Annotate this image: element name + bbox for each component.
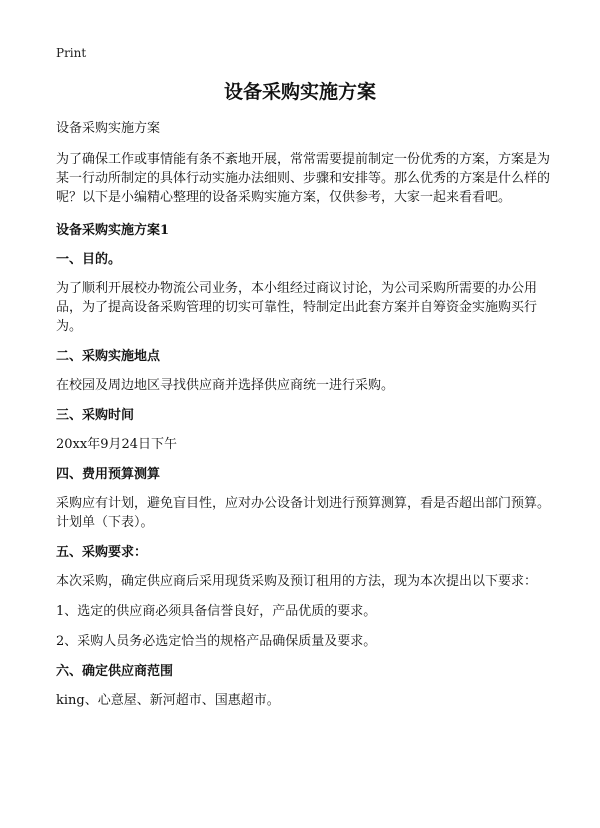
section-heading-purpose: 一、目的。 [56,252,122,267]
section-body-suppliers: king、心意屋、新河超市、国惠超市。 [56,693,280,708]
section-body-time: 20xx年9月24日下午 [56,437,178,452]
print-link[interactable]: Print [56,46,87,60]
document-subtitle: 设备采购实施方案 [56,121,161,136]
section-body-purpose: 为了顺利开展校办物流公司业务，本小组经过商议讨论，为公司采购所需要的办公用品，为了提高设备采购管理的切实可靠性，特制定出此套方案并自筹资金实施购买行为。 [56,281,538,334]
section-heading-suppliers: 六、确定供应商范围 [56,664,174,679]
requirement-item: 1、选定的供应商必须具备信誉良好，产品优质的要求。 [56,604,377,619]
section-heading-location: 二、采购实施地点 [56,349,161,364]
section-body-budget: 采购应有计划，避免盲目性，应对办公设备计划进行预算测算，看是否超出部门预算。计划单（下表）。 [56,496,551,530]
section-heading-time: 三、采购时间 [56,408,135,423]
section-body-requirements: 本次采购，确定供应商后采用现货采购及预订租用的方法，现为本次提出以下要求： [56,574,538,589]
intro-paragraph: 为了确保工作或事情能有条不紊地开展，常常需要提前制定一份优秀的方案，方案是为某一行动所制定的具体行动实施办法细则、步骤和安排等。那么优秀的方案是什么样的呢？以下是小编精心整理的设备采购实施方案，仅供参考，大家一起来看看吧。 [56,152,551,205]
requirement-item: 2、采购人员务必选定恰当的规格产品确保质量及要求。 [56,634,377,649]
plan-heading: 设备采购实施方案1 [56,223,170,238]
section-heading-budget: 四、费用预算测算 [56,467,161,482]
section-body-location: 在校园及周边地区寻找供应商并选择供应商统一进行采购。 [56,378,395,393]
section-heading-requirements: 五、采购要求： [56,545,148,560]
document-title: 设备采购实施方案 [223,81,376,103]
document-body [56,119,550,721]
